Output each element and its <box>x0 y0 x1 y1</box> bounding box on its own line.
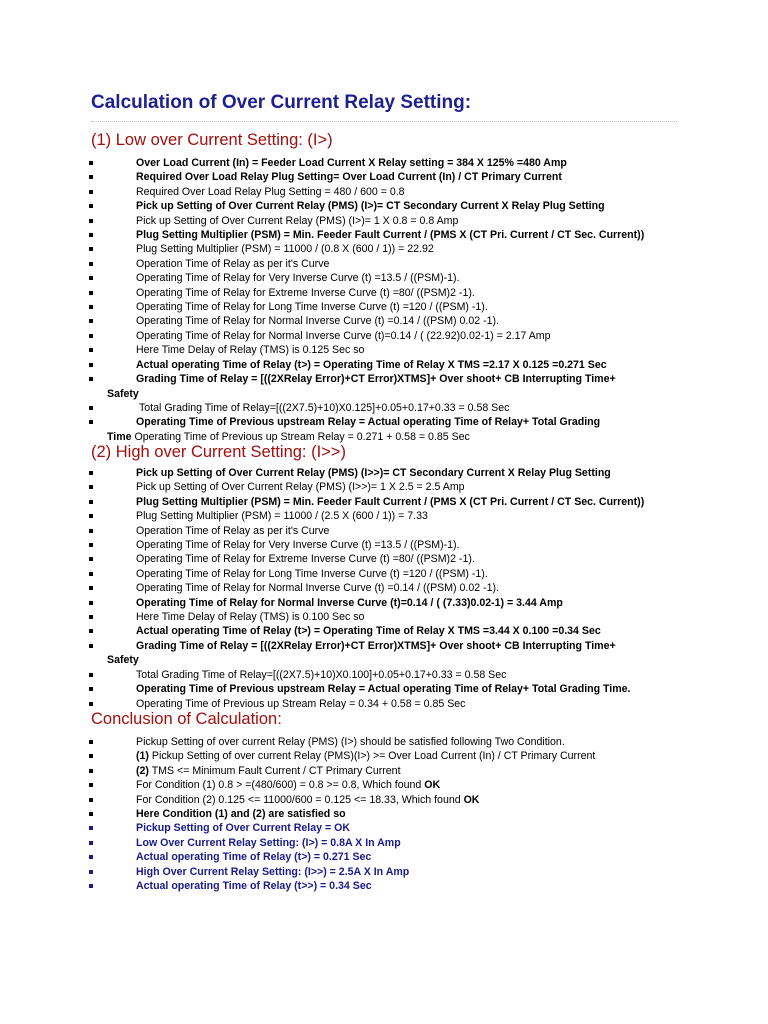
list-item: Total Grading Time of Relay=[((2X7.5)+10)X0.125]+0.05+0.17+0.33 = 0.58 Sec <box>89 401 644 415</box>
upstream-relay-value: Operating Time of Previous up Stream Relay = 0.271 + 0.58 = 0.85 Sec <box>131 430 470 443</box>
list-item: Operating Time of Relay for Normal Inverse Curve (t) =0.14 / ((PSM) 0.02 -1). <box>89 581 644 595</box>
condition-2-label: (2) <box>136 764 149 777</box>
list-item: Operation Time of Relay as per it's Curve <box>89 257 644 271</box>
grading-time-formula: Grading Time of Relay = [((2XRelay Error)+CT Error)XTMS]+ Over shoot+ CB Interrupting Time+ <box>136 639 616 652</box>
list-item: Operating Time of Relay for Extreme Inverse Curve (t) =80/ ((PSM)2 -1). <box>89 552 644 566</box>
result-item: Actual operating Time of Relay (t>) = 0.271 Sec <box>89 850 595 864</box>
list-item: Actual operating Time of Relay (t>) = Operating Time of Relay X TMS =2.17 X 0.125 =0.271 Sec <box>89 358 644 372</box>
list-item: Operating Time of Relay for Long Time Inverse Curve (t) =120 / ((PSM) -1). <box>89 567 644 581</box>
list-item: Operating Time of Relay for Normal Inverse Curve (t)=0.14 / ( (7.33)0.02-1) = 3.44 Amp <box>89 596 644 610</box>
list-item: Required Over Load Relay Plug Setting = 480 / 600 = 0.8 <box>89 185 644 199</box>
grading-time-formula: Grading Time of Relay = [((2XRelay Error)+CT Error)XTMS]+ Over shoot+ CB Interrupting Time+ <box>136 373 616 386</box>
list-item: Required Over Load Relay Plug Setting= Over Load Current (In) / CT Primary Current <box>89 170 644 184</box>
list-item: Operating Time of Relay for Normal Inverse Curve (t) =0.14 / ((PSM) 0.02 -1). <box>89 314 644 328</box>
list-item: Operating Time of Relay for Extreme Inverse Curve (t) =80/ ((PSM)2 -1). <box>89 286 644 300</box>
condition-1-text: Pickup Setting of over current Relay (PMS)(I>) >= Over Load Current (In) / CT Primary Current <box>148 750 596 763</box>
section-2-heading: (2) High over Current Setting: (I>>) <box>91 443 346 461</box>
list-item: Here Time Delay of Relay (TMS) is 0.125 Sec so <box>89 343 644 357</box>
conclusion-heading: Conclusion of Calculation: <box>91 710 282 728</box>
list-item: Operating Time of Previous upstream Relay = Actual operating Time of Relay+ Total Grading Time. <box>89 682 644 696</box>
list-item <box>89 764 595 778</box>
page-title: Calculation of Over Current Relay Setting: <box>91 92 472 113</box>
grading-time-formula-cont: Safety <box>107 654 139 667</box>
condition-1-result: OK <box>424 779 441 792</box>
title-divider <box>91 121 677 122</box>
list-item <box>89 372 644 401</box>
list-item <box>89 415 644 444</box>
condition-2-result: OK <box>463 793 480 806</box>
conclusion-list <box>89 735 595 893</box>
list-item: Plug Setting Multiplier (PSM) = Min. Feeder Fault Current / (PMS X (CT Pri. Current / CT Sec. Current)) <box>89 228 644 242</box>
list-item: Plug Setting Multiplier (PSM) = 11000 / (2.5 X (600 / 1)) = 7.33 <box>89 509 644 523</box>
condition-2-check: For Condition (2) 0.125 <= 11000/600 = 0.125 <= 18.33, Which found <box>136 793 464 806</box>
upstream-relay-formula: Operating Time of Previous upstream Relay = Actual operating Time of Relay+ Total Grading <box>136 416 601 429</box>
condition-1-label: (1) <box>136 750 149 763</box>
list-item: Pick up Setting of Over Current Relay (PMS) (I>)= CT Secondary Current X Relay Plug Setting <box>89 199 644 213</box>
list-item: Operation Time of Relay as per it's Curve <box>89 524 644 538</box>
result-item: High Over Current Relay Setting: (I>>) = 2.5A X In Amp <box>89 865 595 879</box>
list-item: Here Time Delay of Relay (TMS) is 0.100 Sec so <box>89 610 644 624</box>
list-item <box>89 639 644 668</box>
list-item: Total Grading Time of Relay=[((2X7.5)+10)X0.100]+0.05+0.17+0.33 = 0.58 Sec <box>89 668 644 682</box>
section-1-list <box>89 156 644 444</box>
list-item: Plug Setting Multiplier (PSM) = 11000 / (0.8 X (600 / 1)) = 22.92 <box>89 242 644 256</box>
list-item <box>89 749 595 763</box>
list-item: Operating Time of Relay for Long Time Inverse Curve (t) =120 / ((PSM) -1). <box>89 300 644 314</box>
list-item: Pick up Setting of Over Current Relay (PMS) (I>>)= CT Secondary Current X Relay Plug Setting <box>89 466 644 480</box>
result-item: Low Over Current Relay Setting: (I>) = 0.8A X In Amp <box>89 836 595 850</box>
list-item: Plug Setting Multiplier (PSM) = Min. Feeder Fault Current / (PMS X (CT Pri. Current / CT Sec. Current)) <box>89 495 644 509</box>
list-item: Operating Time of Relay for Normal Inverse Curve (t)=0.14 / ( (22.92)0.02-1) = 2.17 Amp <box>89 329 644 343</box>
list-item <box>89 778 595 792</box>
grading-time-formula-cont: Safety <box>107 387 139 400</box>
list-item: Actual operating Time of Relay (t>) = Operating Time of Relay X TMS =3.44 X 0.100 =0.34 Sec <box>89 624 644 638</box>
list-item: Pick up Setting of Over Current Relay (PMS) (I>)= 1 X 0.8 = 0.8 Amp <box>89 214 644 228</box>
result-item: Pickup Setting of Over Current Relay = OK <box>89 821 595 835</box>
list-item <box>89 793 595 807</box>
list-item: Operating Time of Previous up Stream Relay = 0.34 + 0.58 = 0.85 Sec <box>89 697 644 711</box>
upstream-relay-formula-cont: Time <box>107 430 132 443</box>
list-item: Over Load Current (In) = Feeder Load Current X Relay setting = 384 X 125% =480 Amp <box>89 156 644 170</box>
list-item: Operating Time of Relay for Very Inverse Curve (t) =13.5 / ((PSM)-1). <box>89 538 644 552</box>
list-item: Pick up Setting of Over Current Relay (PMS) (I>>)= 1 X 2.5 = 2.5 Amp <box>89 480 644 494</box>
condition-1-check: For Condition (1) 0.8 > =(480/600) = 0.8 >= 0.8, Which found <box>136 779 425 792</box>
result-item: Actual operating Time of Relay (t>>) = 0.34 Sec <box>89 879 595 893</box>
list-item: Here Condition (1) and (2) are satisfied so <box>89 807 595 821</box>
section-1-heading: (1) Low over Current Setting: (I>) <box>91 131 333 149</box>
section-2-list <box>89 466 644 711</box>
list-item: Pickup Setting of over current Relay (PMS) (I>) should be satisfied following Two Condition. <box>89 735 595 749</box>
list-item: Operating Time of Relay for Very Inverse Curve (t) =13.5 / ((PSM)-1). <box>89 271 644 285</box>
condition-2-text: TMS <= Minimum Fault Current / CT Primary Current <box>148 764 401 777</box>
